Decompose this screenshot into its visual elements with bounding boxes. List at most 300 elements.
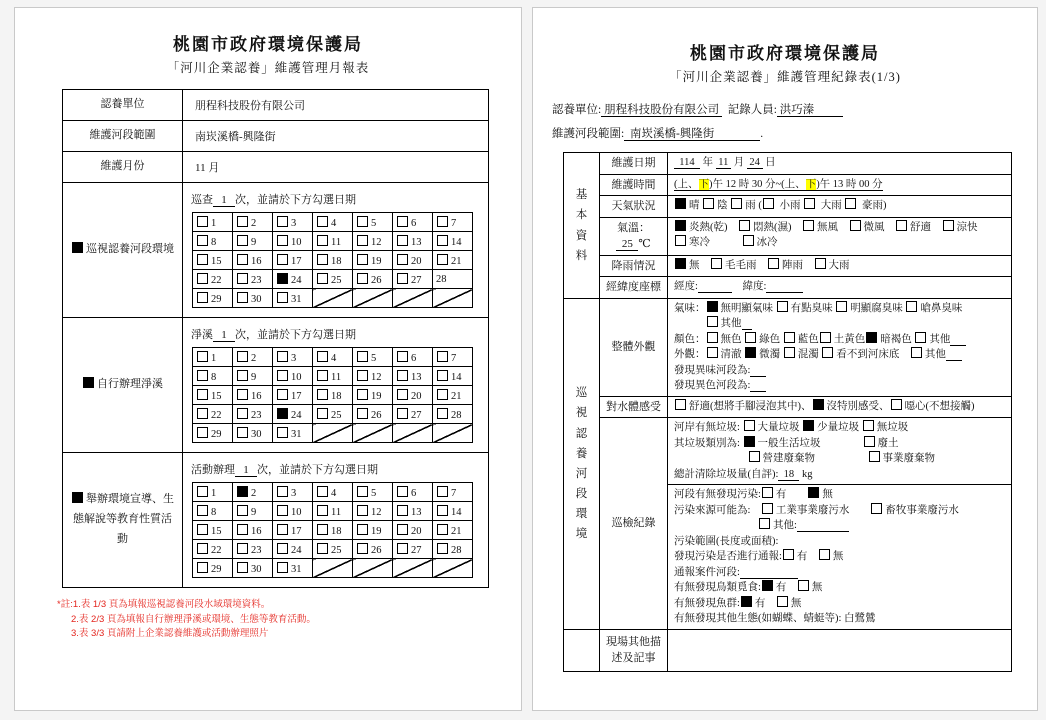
checkbox-empty [891,399,902,410]
checkbox-empty [437,524,448,535]
checkbox-empty [317,235,328,246]
row-content [668,153,1012,175]
content-line: 其垃圾類別為: 一般生活垃圾 廢土 [674,437,899,449]
calendar-day-cell: 16 [233,521,273,540]
checkbox-empty [197,351,208,362]
calendar-day-cell: 16 [233,251,273,270]
content-line: 發現異味河段為: [674,363,1008,379]
checkbox-empty [911,347,922,358]
content-line: 其他 [674,316,1008,332]
calendar-day-cell: 16 [233,386,273,405]
calendar-day-cell: 20 [393,251,433,270]
calendar-day-cell: 27 [393,270,433,289]
row-label-line: 天氣狀況 [611,200,656,213]
checkbox-empty [915,332,926,343]
info-label: 認養單位 [63,90,183,121]
checkbox-empty [850,220,861,231]
checkbox-empty [237,292,248,303]
checkbox-empty [357,351,368,362]
checkbox-empty [437,254,448,265]
checkbox-empty [237,254,248,265]
row-content [668,217,1012,255]
checkbox-empty [749,451,760,462]
calendar-day-cell: 12 [353,367,393,386]
calendar-day-cell: 1 [193,213,233,232]
calendar-empty-cell [313,289,353,308]
checkbox-empty [943,220,954,231]
row-label [600,418,668,630]
calendar-day-cell: 22 [193,270,233,289]
row-label-line: 降雨情況 [611,259,656,272]
content-line: 有無發現魚群: 有 無 [674,597,802,609]
calendar-row [193,348,473,367]
fill-in-blank: 18 [778,468,800,480]
info-row [63,152,489,183]
content-line: 114 年 11 月 24 日 [674,157,776,169]
content-line: 通報案件河段: [674,565,1008,581]
fill-in-blank: 南崁溪橋-興隆街 [624,128,761,141]
fill-in-blank [742,318,753,330]
checkbox-empty [277,505,288,516]
calendar-day-cell: 27 [393,540,433,559]
calendar-day-cell: 4 [313,213,353,232]
calendar-row [193,232,473,251]
checkbox-empty [768,258,779,269]
calendar-day-cell: 24 [273,540,313,559]
fill-in-blank: 24 [746,157,763,169]
content-line: 舒適(想將手腳浸泡其中)、 沒特別感受、 噁心(不想接觸) [674,399,1008,415]
section-header: 活動辦理 1 次，並請於下方勾選日期 [191,464,378,476]
calendar-day-cell: 10 [273,232,313,251]
checkbox-checked [237,486,248,497]
checkbox-checked [72,492,83,503]
calendar-day-cell: 12 [353,232,393,251]
checkbox-empty [397,216,408,227]
fill-in-blank [950,334,966,346]
calendar-day-cell: 4 [313,348,353,367]
checkbox-checked [675,258,686,269]
calendar-empty-cell [433,289,473,308]
checkbox-empty [357,505,368,516]
calendar-day-cell: 26 [353,270,393,289]
checkbox-empty [703,198,714,209]
header-field-line: 認養單位: 朋程科技股份有限公司 記錄人員: 洪巧溱 [552,104,844,116]
checkbox-empty [762,503,773,514]
checkbox-empty [357,370,368,381]
checkbox-empty [437,505,448,516]
row-content [668,396,1012,418]
calendar-day-cell: 1 [193,483,233,502]
calendar-day-cell: 7 [433,348,473,367]
calendar-day-cell: 23 [233,540,273,559]
date-calendar [192,482,473,578]
calendar-day-cell: 11 [313,232,353,251]
calendar-day-cell: 17 [273,251,313,270]
record-header-fields [552,98,1037,146]
row-label-line: 維護時間 [611,178,656,191]
content-line: 營建廢棄物 事業廢棄物 [674,451,1008,467]
checkbox-empty [397,254,408,265]
page-record-sheet [532,7,1038,711]
row-content [668,418,1012,485]
calendar-day-cell: 2 [233,483,273,502]
section-header: 淨溪 1 次，並請於下方勾選日期 [191,329,356,341]
info-value: 南崁溪橋-興隆街 [183,121,489,152]
calendar-empty-cell [393,424,433,443]
row-label-line: 氣溫： [617,221,650,234]
checkbox-empty [397,543,408,554]
checkbox-empty [197,408,208,419]
fill-in-blank [946,349,962,361]
calendar-day-cell: 24 [273,270,313,289]
record-table-row [564,217,1012,255]
checkbox-empty [197,562,208,573]
content-line: 有無發現鳥類覓食: 有 無 [674,582,823,594]
calendar-day-cell: 14 [433,367,473,386]
checkbox-empty [277,562,288,573]
checkbox-empty [437,543,448,554]
checkbox-empty [237,524,248,535]
calendar-day-cell: 26 [353,405,393,424]
row-label [600,629,668,671]
checkbox-empty [317,273,328,284]
fill-in-blank: (上、下)午 12 時 30 分~(上、下)午 13 時 00 分 [674,178,883,190]
checkbox-empty [784,347,795,358]
content-line: 外觀： 清澈 微濁 混濁 看不到河床底 其他 [674,347,1008,363]
checkbox-empty [197,370,208,381]
checkbox-empty [357,486,368,497]
checkbox-checked [866,332,877,343]
calendar-day-cell: 3 [273,213,313,232]
checkbox-empty [237,505,248,516]
right-page-title: 桃園市政府環境保護局 [690,44,880,63]
calendar-day-cell: 18 [313,251,353,270]
checkbox-empty [317,389,328,400]
record-table [563,152,1012,672]
checkbox-empty [277,370,288,381]
calendar-day-cell: 20 [393,386,433,405]
section-row [63,318,489,453]
record-table-row [564,277,1012,299]
content-line: 污染來源可能為: 工業事業廢污水 畜牧事業廢污水 [674,504,959,516]
info-row [63,121,489,152]
checkbox-empty [317,543,328,554]
checkbox-empty [896,220,907,231]
checkbox-empty [357,273,368,284]
record-table-row [564,174,1012,196]
left-page-title: 桃園市政府環境保護局 [173,35,363,54]
row-label-line: 整體外觀 [611,341,656,354]
calendar-empty-cell [393,559,433,578]
vertical-text: 巡視認養河段環境 [575,387,588,541]
checkbox-checked [762,580,773,591]
row-label [600,153,668,175]
fill-in-blank: 1 [235,464,257,476]
calendar-day-cell: 3 [273,348,313,367]
calendar-day-cell: 6 [393,483,433,502]
checkbox-empty [277,292,288,303]
checkbox-empty [197,524,208,535]
checkbox-empty [277,427,288,438]
checkbox-empty [743,235,754,246]
checkbox-empty [784,332,795,343]
checkbox-empty [317,370,328,381]
section-header: 巡查 1 次，並請於下方勾選日期 [191,194,356,206]
row-label [600,255,668,277]
calendar-day-cell: 8 [193,502,233,521]
calendar-empty-cell [433,559,473,578]
content-line: 河段有無發現污染: 有 無 [674,489,833,501]
checkbox-empty [820,332,831,343]
calendar-day-cell: 25 [313,540,353,559]
checkbox-checked [813,399,824,410]
checkbox-empty [357,235,368,246]
checkbox-empty [397,408,408,419]
row-content [668,255,1012,277]
checkbox-checked [741,596,752,607]
row-label-line: 25 ℃ [616,238,651,251]
calendar-row [193,483,473,502]
calendar-day-cell: 11 [313,367,353,386]
date-calendar [192,347,473,443]
checkbox-checked [675,220,686,231]
calendar-day-cell: 25 [313,405,353,424]
calendar-row [193,559,473,578]
checkbox-checked [675,198,686,209]
checkbox-empty [357,254,368,265]
calendar-day-cell: 31 [273,289,313,308]
content-line: 寒冷 冰冷 [674,235,1008,251]
checkbox-empty [317,408,328,419]
calendar-empty-cell [353,559,393,578]
checkbox-empty [197,254,208,265]
checkbox-empty [819,549,830,560]
info-value: 朋程科技股份有限公司 [183,90,489,121]
checkbox-empty [675,399,686,410]
calendar-day-cell: 22 [193,405,233,424]
checkbox-empty [397,389,408,400]
page-monthly-report [14,7,522,711]
calendar-day-cell: 30 [233,559,273,578]
vertical-text: 基本資料 [575,189,588,262]
section-vertical-label [564,629,600,671]
checkbox-checked [808,487,819,498]
section-label: 自行辦理淨溪 [63,318,183,453]
checkbox-empty [197,505,208,516]
checkbox-empty [863,420,874,431]
calendar-day-cell: 27 [393,405,433,424]
content-line: 炎熱(乾) 悶熱(濕) 無風 微風 舒適 涼快 [674,220,1008,236]
checkbox-empty [777,301,788,312]
calendar-day-cell: 26 [353,540,393,559]
calendar-day-cell: 19 [353,521,393,540]
checkbox-empty [731,198,742,209]
checkbox-empty [869,451,880,462]
checkbox-empty [237,273,248,284]
calendar-row [193,405,473,424]
row-label-line: 現場其他描述及記事 [606,635,661,665]
checkbox-checked [83,377,94,388]
row-content [668,196,1012,218]
info-row [63,90,489,121]
calendar-empty-cell [353,289,393,308]
checkbox-empty [871,503,882,514]
checkbox-empty [777,596,788,607]
calendar-day-cell: 6 [393,348,433,367]
checkbox-empty [822,347,833,358]
section-content [183,318,489,453]
date-calendar [192,212,473,308]
monthly-report-table [62,89,489,588]
calendar-day-cell: 18 [313,386,353,405]
checkbox-empty [197,543,208,554]
footnote-line: 3.表 3/3 頁請附上企業認養維護或活動辦理照片 [71,628,269,640]
content-line [674,177,1008,193]
calendar-empty-cell [313,424,353,443]
row-content [668,277,1012,299]
fill-in-blank: 朋程科技股份有限公司 [601,104,722,116]
calendar-row [193,289,473,308]
calendar-row [193,213,473,232]
checkbox-empty [397,351,408,362]
checkbox-empty [197,273,208,284]
content-line: 經度: 緯度: [674,279,1008,295]
checkbox-empty [197,292,208,303]
calendar-day-cell: 12 [353,502,393,521]
checkbox-empty [437,486,448,497]
section-label: 巡視認養河段環境 [63,183,183,318]
checkbox-empty [864,436,875,447]
record-table-row [564,629,1012,671]
calendar-day-cell: 13 [393,367,433,386]
fill-in-blank: 洪巧溱 [776,104,844,116]
checkbox-empty [197,235,208,246]
calendar-day-cell: 5 [353,213,393,232]
calendar-day-cell: 13 [393,232,433,251]
content-line: 河岸有無垃圾: 大量垃圾 少量垃圾 無垃圾 [674,422,909,434]
checkbox-empty [237,235,248,246]
checkbox-empty [237,543,248,554]
row-label [600,217,668,255]
right-page-subtitle: 「河川企業認養」維護管理紀錄表(1/3) [669,70,901,84]
calendar-row [193,251,473,270]
row-label [600,298,668,396]
calendar-day-cell: 7 [433,213,473,232]
checkbox-empty [317,505,328,516]
fill-in-blank [698,281,732,293]
calendar-empty-cell [393,289,433,308]
info-label: 維護月份 [63,152,183,183]
checkbox-empty [237,370,248,381]
checkbox-empty [357,543,368,554]
checkbox-empty [836,301,847,312]
record-table-row [564,255,1012,277]
calendar-day-cell: 18 [313,521,353,540]
calendar-day-cell: 17 [273,386,313,405]
checkbox-empty [277,254,288,265]
footnote-line: *註:1.表 1/3 頁為填報巡視認養河段水域環境資料。 [57,599,271,610]
fill-in-blank [750,380,766,392]
info-label: 維護河段範圍 [63,121,183,152]
checkbox-empty [783,549,794,560]
checkbox-empty [437,408,448,419]
row-label [600,277,668,299]
checkbox-empty [357,389,368,400]
content-line: 總計清除垃圾量(自評): 18 kg [674,468,813,480]
calendar-day-cell: 9 [233,502,273,521]
section-content [183,183,489,318]
calendar-day-cell: 10 [273,367,313,386]
checkbox-empty [197,389,208,400]
calendar-empty-cell [433,424,473,443]
checkbox-empty [437,216,448,227]
checkbox-checked [277,408,288,419]
calendar-row [193,521,473,540]
calendar-row [193,424,473,443]
row-label [600,196,668,218]
checkbox-empty [707,347,718,358]
checkbox-empty [763,198,774,209]
checkbox-empty [317,524,328,535]
calendar-day-cell: 31 [273,559,313,578]
checkbox-empty [277,351,288,362]
calendar-day-cell: 14 [433,232,473,251]
checkbox-empty [277,543,288,554]
fill-in-blank: 114 [674,157,700,169]
checkbox-empty [437,370,448,381]
calendar-day-cell: 15 [193,251,233,270]
checkbox-checked [707,301,718,312]
row-content [668,485,1012,630]
checkbox-empty [197,486,208,497]
calendar-day-cell: 10 [273,502,313,521]
checkbox-empty [237,427,248,438]
checkbox-empty [906,301,917,312]
checkbox-empty [815,258,826,269]
checkbox-empty [437,351,448,362]
section-vertical-label [564,153,600,299]
checkbox-empty [798,580,809,591]
row-content [668,174,1012,196]
content-line: 發現異色河段為: [674,378,1008,394]
calendar-day-cell: 8 [193,367,233,386]
checkbox-empty [437,235,448,246]
checkbox-empty [277,389,288,400]
checkbox-empty [707,332,718,343]
checkbox-empty [277,524,288,535]
record-table-row [564,396,1012,418]
checkbox-empty [197,216,208,227]
content-line: 其他: [674,518,1008,534]
record-table-row [564,196,1012,218]
checkbox-empty [357,216,368,227]
calendar-day-cell: 5 [353,348,393,367]
row-content [668,629,1012,671]
row-label-line: 經緯度座標 [606,281,661,294]
calendar-empty-cell [353,424,393,443]
fill-in-blank: 1 [213,329,235,341]
checkbox-checked [277,273,288,284]
calendar-day-cell: 28 [433,540,473,559]
checkbox-empty [357,524,368,535]
calendar-day-cell: 13 [393,502,433,521]
calendar-row [193,502,473,521]
calendar-day-cell: 29 [193,559,233,578]
checkbox-empty [277,235,288,246]
calendar-day-cell: 21 [433,251,473,270]
calendar-day-cell: 7 [433,483,473,502]
row-label [600,174,668,196]
